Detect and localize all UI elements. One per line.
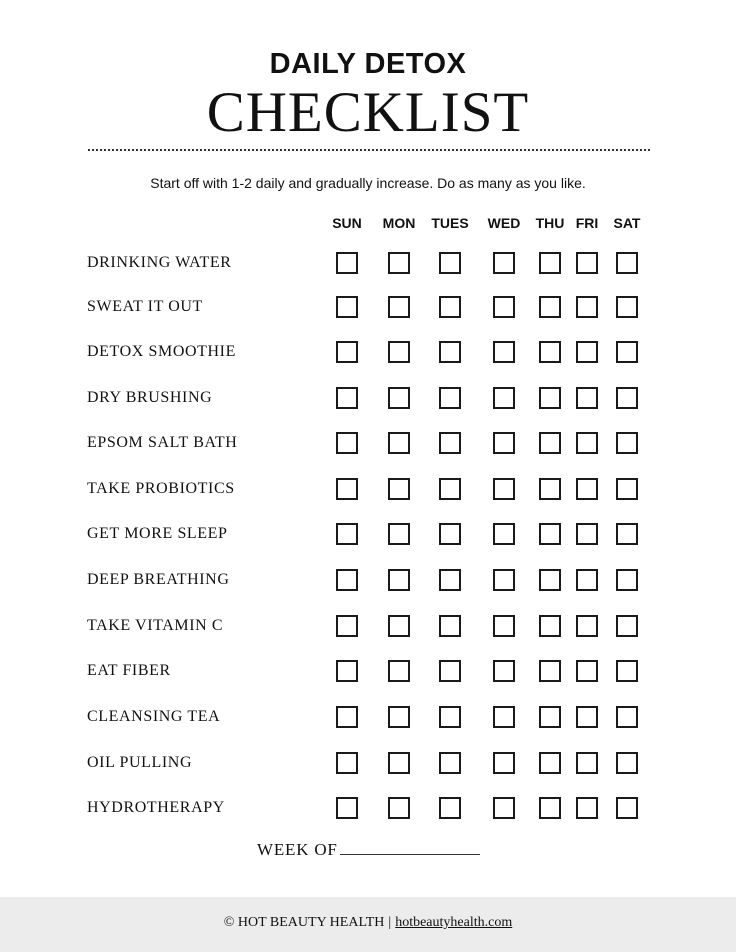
checkbox-thu[interactable] <box>539 569 561 591</box>
checkbox-sat[interactable] <box>616 296 638 318</box>
checkbox-thu[interactable] <box>539 660 561 682</box>
checkbox-sun[interactable] <box>336 569 358 591</box>
checkbox-wed[interactable] <box>493 797 515 819</box>
checkbox-sun[interactable] <box>336 341 358 363</box>
checkbox-wed[interactable] <box>493 523 515 545</box>
footer-text <box>0 914 736 932</box>
checklist-item-label: TAKE PROBIOTICS <box>87 480 235 497</box>
day-header-thu: THU <box>535 215 565 231</box>
checkbox-mon[interactable] <box>388 341 410 363</box>
checkbox-wed[interactable] <box>493 341 515 363</box>
checkbox-mon[interactable] <box>388 296 410 318</box>
day-header-sun: SUN <box>332 215 362 231</box>
checklist-row <box>0 383 736 413</box>
checkbox-sun[interactable] <box>336 478 358 500</box>
checkbox-mon[interactable] <box>388 615 410 637</box>
checklist-item-label: DEEP BREATHING <box>87 571 230 588</box>
checkbox-fri[interactable] <box>576 569 598 591</box>
checkbox-thu[interactable] <box>539 296 561 318</box>
checkbox-mon[interactable] <box>388 569 410 591</box>
checkbox-mon[interactable] <box>388 752 410 774</box>
checkbox-fri[interactable] <box>576 387 598 409</box>
checkbox-wed[interactable] <box>493 252 515 274</box>
checkbox-mon[interactable] <box>388 660 410 682</box>
checklist-row <box>0 474 736 504</box>
checklist-row <box>0 611 736 641</box>
checkbox-sun[interactable] <box>336 252 358 274</box>
checklist-row <box>0 565 736 595</box>
checkbox-sun[interactable] <box>336 660 358 682</box>
checkbox-sat[interactable] <box>616 569 638 591</box>
checkbox-sun[interactable] <box>336 615 358 637</box>
checklist-row <box>0 702 736 732</box>
checkbox-wed[interactable] <box>493 296 515 318</box>
checkbox-mon[interactable] <box>388 797 410 819</box>
day-header-mon: MON <box>382 215 416 231</box>
checkbox-tues[interactable] <box>439 478 461 500</box>
day-header-wed: WED <box>487 215 521 231</box>
checkbox-tues[interactable] <box>439 797 461 819</box>
checkbox-mon[interactable] <box>388 706 410 728</box>
checkbox-fri[interactable] <box>576 660 598 682</box>
checkbox-tues[interactable] <box>439 432 461 454</box>
checkbox-fri[interactable] <box>576 252 598 274</box>
checklist-item-label: DRINKING WATER <box>87 254 232 271</box>
checkbox-tues[interactable] <box>439 296 461 318</box>
checkbox-sat[interactable] <box>616 660 638 682</box>
checklist-item-label: DETOX SMOOTHIE <box>87 343 236 360</box>
checkbox-thu[interactable] <box>539 432 561 454</box>
checkbox-fri[interactable] <box>576 296 598 318</box>
checkbox-sat[interactable] <box>616 341 638 363</box>
page-title: CHECKLIST <box>206 81 530 144</box>
checkbox-wed[interactable] <box>493 432 515 454</box>
checkbox-thu[interactable] <box>539 706 561 728</box>
checkbox-tues[interactable] <box>439 387 461 409</box>
checkbox-mon[interactable] <box>388 478 410 500</box>
checkbox-tues[interactable] <box>439 252 461 274</box>
checkbox-tues[interactable] <box>439 752 461 774</box>
checklist-row <box>0 656 736 686</box>
checkbox-sat[interactable] <box>616 797 638 819</box>
checkbox-sat[interactable] <box>616 752 638 774</box>
day-header-tues: TUES <box>431 215 469 231</box>
checklist-item-label: DRY BRUSHING <box>87 389 213 406</box>
checklist-row <box>0 292 736 322</box>
footer-separator: | <box>388 915 392 930</box>
checkbox-fri[interactable] <box>576 752 598 774</box>
checklist-row <box>0 519 736 549</box>
checkbox-fri[interactable] <box>576 797 598 819</box>
checkbox-sun[interactable] <box>336 296 358 318</box>
checkbox-wed[interactable] <box>493 660 515 682</box>
day-header-fri: FRI <box>575 215 599 231</box>
week-of-field[interactable] <box>340 854 480 855</box>
checkbox-wed[interactable] <box>493 478 515 500</box>
checkbox-tues[interactable] <box>439 569 461 591</box>
checkbox-tues[interactable] <box>439 615 461 637</box>
checkbox-wed[interactable] <box>493 387 515 409</box>
checkbox-sat[interactable] <box>616 432 638 454</box>
checkbox-sun[interactable] <box>336 523 358 545</box>
checkbox-sun[interactable] <box>336 387 358 409</box>
footer <box>0 897 736 952</box>
checklist-item-label: EPSOM SALT BATH <box>87 434 238 451</box>
checkbox-sat[interactable] <box>616 706 638 728</box>
checkbox-tues[interactable] <box>439 660 461 682</box>
checkbox-tues[interactable] <box>439 706 461 728</box>
checkbox-sun[interactable] <box>336 752 358 774</box>
checklist-item-label: GET MORE SLEEP <box>87 525 228 542</box>
checklist-row <box>0 337 736 367</box>
checklist-item-label: OIL PULLING <box>87 754 193 771</box>
checkbox-mon[interactable] <box>388 252 410 274</box>
checkbox-thu[interactable] <box>539 341 561 363</box>
checkbox-fri[interactable] <box>576 523 598 545</box>
checklist-item-label: CLEANSING TEA <box>87 708 221 725</box>
checkbox-wed[interactable] <box>493 615 515 637</box>
checkbox-tues[interactable] <box>439 523 461 545</box>
checkbox-mon[interactable] <box>388 387 410 409</box>
checkbox-sat[interactable] <box>616 252 638 274</box>
week-of-label: WEEK OF <box>257 840 338 859</box>
checkbox-thu[interactable] <box>539 523 561 545</box>
checklist-row <box>0 748 736 778</box>
checklist-item-label: SWEAT IT OUT <box>87 298 203 315</box>
checkbox-fri[interactable] <box>576 706 598 728</box>
checkbox-mon[interactable] <box>388 523 410 545</box>
checkbox-fri[interactable] <box>576 615 598 637</box>
footer-website-link[interactable]: hotbeautyhealth.com <box>395 915 513 930</box>
checkbox-sat[interactable] <box>616 387 638 409</box>
dotted-divider <box>88 149 650 151</box>
checkbox-sun[interactable] <box>336 432 358 454</box>
checkbox-sat[interactable] <box>616 523 638 545</box>
checkbox-fri[interactable] <box>576 478 598 500</box>
checkbox-sat[interactable] <box>616 478 638 500</box>
checkbox-sat[interactable] <box>616 615 638 637</box>
checkbox-fri[interactable] <box>576 432 598 454</box>
checkbox-tues[interactable] <box>439 341 461 363</box>
checklist-item-label: TAKE VITAMIN C <box>87 617 224 634</box>
checkbox-sun[interactable] <box>336 706 358 728</box>
checkbox-thu[interactable] <box>539 478 561 500</box>
checkbox-mon[interactable] <box>388 432 410 454</box>
checkbox-thu[interactable] <box>539 797 561 819</box>
checkbox-wed[interactable] <box>493 569 515 591</box>
checkbox-fri[interactable] <box>576 341 598 363</box>
checkbox-thu[interactable] <box>539 615 561 637</box>
checkbox-thu[interactable] <box>539 252 561 274</box>
checkbox-sun[interactable] <box>336 797 358 819</box>
checkbox-wed[interactable] <box>493 752 515 774</box>
checkbox-thu[interactable] <box>539 752 561 774</box>
checklist-row <box>0 248 736 278</box>
checkbox-thu[interactable] <box>539 387 561 409</box>
checklist-item-label: HYDROTHERAPY <box>87 799 225 816</box>
checklist-row <box>0 428 736 458</box>
day-header-sat: SAT <box>613 215 641 231</box>
checklist-item-label: EAT FIBER <box>87 662 171 679</box>
checklist-row <box>0 793 736 823</box>
footer-copyright: © HOT BEAUTY HEALTH <box>223 915 385 930</box>
title-daily-detox: DAILY DETOX <box>269 48 467 80</box>
checkbox-wed[interactable] <box>493 706 515 728</box>
subtitle: Start off with 1-2 daily and gradually increase. Do as many as you like. <box>150 175 586 191</box>
